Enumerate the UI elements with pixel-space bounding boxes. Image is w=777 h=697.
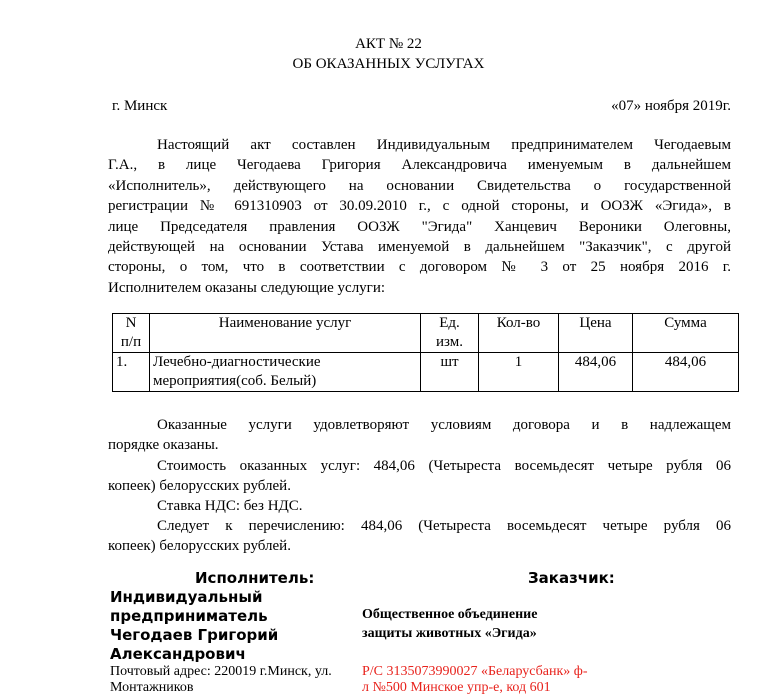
city: г. Минск [112,98,168,114]
intro-line: лице Председателя правления ООЗЖ "Эгида" Ханцевич Вероники Олеговны, [108,218,731,235]
intro-line: действующей на основании Устава именуемой в дальнейшем "Заказчик", с другой [108,239,731,256]
header-price: Цена [559,314,633,353]
customer-heading: Заказчик: [528,569,615,587]
executor-address-line: Почтовый адрес: 220019 г.Минск, ул. [110,664,332,679]
header-sum: Сумма [633,314,739,353]
header-qty: Кол-во [479,314,559,353]
table-header-row [113,314,739,353]
act-date: «07» ноября 2019г. [611,98,731,114]
intro-line: «Исполнитель», действующего на основании Свидетельства о государственной [108,177,731,194]
cell-name: Лечебно-диагностические мероприятия(соб. Белый) [150,353,421,392]
transfer-paragraph: Следует к перечислению: 484,06 (Четыреста восемьдесят четыре рубля 06 копеек) белорусских рублей. [108,518,731,555]
customer-name-line: Общественное объединение [362,607,538,622]
cost-paragraph: Стоимость оказанных услуг: 484,06 (Четыреста восемьдесят четыре рубля 06 копеек) белорусских рублей. [108,458,731,495]
cell-sum: 484,06 [633,353,739,392]
intro-line: Настоящий акт составлен Индивидуальным предпринимателем Чегодаевым [157,137,731,153]
act-title: АКТ № 22 [355,36,422,52]
intro-line: Г.А., в лице Чегодаева Григория Александровича именуемым в дальнейшем [108,157,731,174]
table-row [113,353,739,392]
executor-name-line: предприниматель [110,607,268,625]
services-table [112,313,739,392]
executor-name-line: Александрович [110,645,246,663]
customer-name-line: защиты животных «Эгида» [362,626,537,641]
executor-heading: Исполнитель: [195,569,315,587]
header-name: Наименование услуг [150,314,421,353]
cell-unit: шт [421,353,479,392]
satisfy-paragraph: Оказанные услуги удовлетворяют условиям договора и в надлежащем порядке оказаны. [108,417,731,454]
executor-name-line: Чегодаев Григорий [110,626,279,644]
header-num: N п/п [113,314,150,353]
executor-address-line: Монтажников [110,680,194,695]
intro-line: Исполнителем оказаны следующие услуги: [108,279,386,296]
cell-num: 1. [113,353,150,392]
customer-account-line: л №500 Минское упр-е, код 601 [362,680,551,695]
vat-paragraph: Ставка НДС: без НДС. [157,498,303,514]
customer-account-line: Р/С 3135073990027 «Беларусбанк» ф- [362,664,588,679]
intro-line: регистрации № 691310903 от 30.09.2010 г., с одной стороны, и ООЗЖ «Эгида», в [108,198,731,215]
intro-paragraph [108,135,731,298]
act-subtitle: ОБ ОКАЗАННЫХ УСЛУГАХ [292,56,485,72]
executor-name-line: Индивидуальный [110,588,263,606]
intro-line: стороны, о том, что в соответствии с договором № 3 от 25 ноября 2016 г. [108,259,731,276]
header-unit: Ед. изм. [421,314,479,353]
cell-price: 484,06 [559,353,633,392]
cell-qty: 1 [479,353,559,392]
